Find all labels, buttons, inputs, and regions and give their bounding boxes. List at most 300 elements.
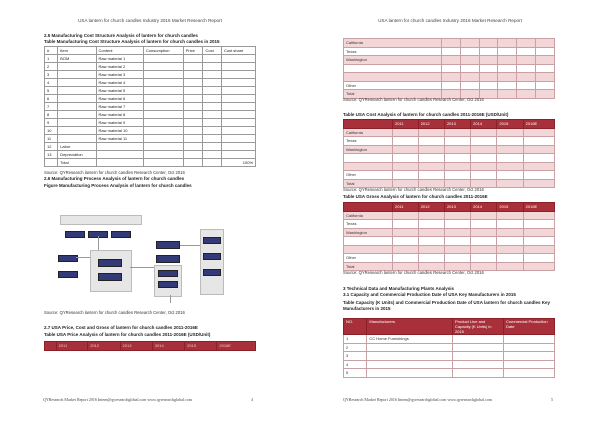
year-header: 2014 — [471, 120, 497, 129]
cost-share-cell — [221, 95, 255, 103]
table-row — [45, 119, 256, 127]
column-header: Consumption — [143, 47, 183, 55]
year-header-row — [344, 120, 555, 129]
page-footer — [343, 397, 553, 402]
year-header: 2016E — [523, 120, 554, 129]
year-header: 2011 — [393, 203, 419, 212]
process-top-bar — [60, 215, 142, 225]
content-cell — [96, 159, 143, 167]
region-cell: Texas — [344, 47, 442, 56]
price-cell — [183, 87, 203, 95]
value-cell — [517, 90, 536, 99]
price-cell — [183, 103, 203, 111]
value-cell — [393, 145, 419, 154]
value-cell — [393, 228, 419, 237]
capacity-table — [343, 318, 555, 378]
cost-share-cell — [221, 63, 255, 71]
value-cell — [460, 73, 479, 82]
row-number: 3 — [344, 352, 367, 361]
value-cell — [418, 211, 444, 220]
region-cell: Washington — [344, 56, 442, 65]
value-cell — [418, 245, 444, 254]
process-connector — [130, 267, 156, 268]
production-date-cell — [504, 343, 555, 352]
value-cell — [498, 47, 517, 56]
region-cell: Other — [344, 171, 393, 180]
gross-analysis-table-title: Table USA Gross Analysis of lantern for church candles 2011-2016E — [343, 194, 488, 199]
year-header: 2016E — [523, 203, 554, 212]
value-cell — [471, 137, 497, 146]
price-table-title: Table USA Price Analysis of lantern for church candles 2011-2016E (USD/Unit) — [44, 332, 211, 337]
value-cell — [517, 64, 536, 73]
value-cell — [497, 220, 523, 229]
process-step — [158, 270, 178, 277]
value-cell — [393, 254, 419, 263]
value-cell — [523, 154, 554, 163]
process-step — [203, 237, 221, 244]
region-cell — [344, 162, 393, 171]
row-number: 12 — [45, 143, 58, 151]
table-row — [344, 171, 555, 180]
value-cell — [444, 237, 470, 246]
value-cell — [479, 64, 498, 73]
value-cell — [497, 145, 523, 154]
value-cell — [418, 162, 444, 171]
price-cell — [183, 71, 203, 79]
value-cell — [498, 64, 517, 73]
column-header: Content — [96, 47, 143, 55]
value-cell — [497, 211, 523, 220]
value-cell — [497, 137, 523, 146]
value-cell — [444, 220, 470, 229]
value-cell — [393, 162, 419, 171]
value-cell — [523, 128, 554, 137]
value-cell — [517, 39, 536, 48]
value-cell — [444, 245, 470, 254]
value-cell — [460, 39, 479, 48]
table-row — [344, 81, 555, 90]
item-cell — [58, 87, 96, 95]
value-cell — [479, 56, 498, 65]
consumption-cell — [143, 159, 183, 167]
year-header: 2012 — [88, 342, 120, 351]
column-header: Cost — [203, 47, 221, 55]
consumption-cell — [143, 103, 183, 111]
value-cell — [441, 81, 460, 90]
process-figure-title: Figure Manufacturing Process Analysis of lantern for church candles — [44, 183, 192, 188]
row-number: 10 — [45, 127, 58, 135]
content-cell — [96, 143, 143, 151]
value-cell — [498, 81, 517, 90]
value-cell — [393, 211, 419, 220]
cost-cell — [203, 79, 221, 87]
table-row — [45, 143, 256, 151]
content-cell: Raw material 6 — [96, 95, 143, 103]
region-cell — [344, 154, 393, 163]
gross-analysis-table — [343, 202, 555, 271]
column-header: Price — [183, 47, 203, 55]
value-cell — [517, 81, 536, 90]
region-header-cell — [344, 203, 393, 212]
price-cell — [183, 79, 203, 87]
cost-share-cell — [221, 55, 255, 63]
item-cell — [58, 95, 96, 103]
cost-cell — [203, 87, 221, 95]
content-cell: Raw material 11 — [96, 135, 143, 143]
value-cell — [523, 137, 554, 146]
table-row — [344, 137, 555, 146]
price-cell — [183, 63, 203, 71]
value-cell — [418, 145, 444, 154]
footer-text: QYResearch Market Report 2016 Intern@qyresearchglobal.com www.qyresearchglobal.com — [43, 397, 192, 402]
value-cell — [497, 128, 523, 137]
consumption-cell — [143, 63, 183, 71]
year-header: 2012 — [418, 203, 444, 212]
region-cell: Texas — [344, 137, 393, 146]
table-row — [45, 95, 256, 103]
row-number: 9 — [45, 119, 58, 127]
table-row — [344, 154, 555, 163]
manufacturer-cell — [367, 352, 453, 361]
price-cell — [183, 159, 203, 167]
value-cell — [479, 39, 498, 48]
table-row — [45, 87, 256, 95]
value-cell — [536, 81, 555, 90]
price-cell — [183, 151, 203, 159]
year-header: 2011 — [393, 120, 419, 129]
cost-cell — [203, 55, 221, 63]
content-cell: Raw material 7 — [96, 103, 143, 111]
value-cell — [393, 245, 419, 254]
value-cell — [523, 171, 554, 180]
value-cell — [536, 73, 555, 82]
cost-cell — [203, 71, 221, 79]
value-cell — [441, 39, 460, 48]
value-cell — [393, 171, 419, 180]
value-cell — [418, 228, 444, 237]
table-row — [344, 343, 555, 352]
process-connector — [98, 236, 99, 250]
consumption-cell — [143, 143, 183, 151]
item-cell — [58, 111, 96, 119]
price-cell — [183, 127, 203, 135]
section-2-5-title: 2.5 Manufacturing Cost Structure Analysis of lantern for church candles — [44, 33, 198, 38]
capacity-cell — [453, 369, 504, 378]
year-header-row — [45, 342, 256, 351]
content-cell: Raw material 5 — [96, 87, 143, 95]
item-cell — [58, 79, 96, 87]
table-row — [344, 47, 555, 56]
content-cell: Raw material 9 — [96, 119, 143, 127]
value-cell — [460, 81, 479, 90]
process-step — [98, 273, 122, 281]
process-step — [156, 241, 180, 249]
cost-share-cell — [221, 111, 255, 119]
value-cell — [471, 128, 497, 137]
production-date-cell — [504, 352, 555, 361]
cost-analysis-table-title: Table USA Cost Analysis of lantern for church candles 2011-2016E (USD/Unit) — [343, 112, 509, 117]
section-2-7-title: 2.7 USA Price, Cost and Gross of lantern for church candles 2011-2016E — [44, 325, 198, 330]
process-step — [65, 231, 85, 238]
process-step — [156, 255, 180, 263]
cost-cell — [203, 135, 221, 143]
value-cell — [444, 171, 470, 180]
manufacturer-cell — [367, 369, 453, 378]
process-center-panel — [90, 250, 132, 292]
table-row — [344, 352, 555, 361]
process-step — [58, 255, 78, 262]
consumption-cell — [143, 87, 183, 95]
value-cell — [523, 237, 554, 246]
consumption-cell — [143, 151, 183, 159]
table-row — [344, 56, 555, 65]
value-cell — [523, 245, 554, 254]
page-header: USA lantern for church candles Industry 2016 Market Research Report — [78, 18, 222, 23]
value-cell — [418, 171, 444, 180]
process-connector — [170, 295, 171, 303]
capacity-table-title: Table Capacity (K Units) and Commercial Production Date of USA lantern for church candles Key Manufacturers in 2015 — [343, 300, 551, 311]
content-cell: Raw material 4 — [96, 79, 143, 87]
row-number: 8 — [45, 111, 58, 119]
content-cell: Raw material 2 — [96, 63, 143, 71]
value-cell — [471, 220, 497, 229]
row-number: 4 — [344, 360, 367, 369]
item-cell — [58, 103, 96, 111]
cost-share-cell — [221, 135, 255, 143]
value-cell — [498, 39, 517, 48]
value-cell — [497, 254, 523, 263]
region-cell: Other — [344, 254, 393, 263]
table-row — [344, 228, 555, 237]
value-cell — [497, 245, 523, 254]
row-number: 6 — [45, 95, 58, 103]
value-cell — [498, 56, 517, 65]
column-header: Cost share — [221, 47, 255, 55]
production-date-cell — [504, 360, 555, 369]
page-footer — [43, 397, 253, 402]
source-note: Source: QYResearch lantern for church candles Research Center, Oct 2016 — [44, 310, 185, 315]
price-table — [44, 341, 256, 351]
region-cell: Washington — [344, 145, 393, 154]
value-cell — [393, 154, 419, 163]
price-cell — [183, 55, 203, 63]
value-cell — [497, 154, 523, 163]
column-header: Item — [58, 47, 96, 55]
value-cell — [523, 162, 554, 171]
cost-cell — [203, 119, 221, 127]
value-cell — [418, 137, 444, 146]
value-cell — [471, 145, 497, 154]
value-cell — [471, 228, 497, 237]
consumption-cell — [143, 55, 183, 63]
table-row — [344, 237, 555, 246]
process-connector — [76, 257, 90, 258]
process-step — [98, 259, 122, 267]
item-cell — [58, 63, 96, 71]
page-header: USA lantern for church candles Industry 2016 Market Research Report — [378, 18, 522, 23]
value-cell — [393, 237, 419, 246]
value-cell — [471, 237, 497, 246]
item-cell — [58, 71, 96, 79]
value-cell — [536, 90, 555, 99]
table-row — [344, 335, 555, 344]
table-row — [344, 369, 555, 378]
region-cell — [344, 237, 393, 246]
cost-share-cell — [221, 119, 255, 127]
cost-share-cell — [221, 71, 255, 79]
price-cell — [183, 135, 203, 143]
value-cell — [523, 220, 554, 229]
region-cell — [344, 245, 393, 254]
value-cell — [497, 171, 523, 180]
value-cell — [497, 262, 523, 271]
cost-share-cell — [221, 79, 255, 87]
production-date-cell — [504, 369, 555, 378]
row-number — [45, 159, 58, 167]
section-3-title: 3 Technical Data and Manufacturing Plants Analysis — [343, 286, 455, 291]
consumption-cell — [143, 79, 183, 87]
value-cell — [393, 137, 419, 146]
process-step — [158, 281, 178, 288]
year-header: 2013 — [444, 203, 470, 212]
value-cell — [523, 228, 554, 237]
cost-share-cell — [221, 143, 255, 151]
value-cell — [498, 73, 517, 82]
value-cell — [517, 56, 536, 65]
manufacturer-cell — [367, 360, 453, 369]
section-2-6-title: 2.6 Manufacturing Process Analysis of lantern for church candles — [44, 176, 185, 181]
value-cell — [471, 171, 497, 180]
region-cell: California — [344, 39, 442, 48]
row-number: 1 — [45, 55, 58, 63]
value-cell — [523, 211, 554, 220]
cost-table-title: Table Manufacturing Cost Structure Analysis of lantern for church candles in 2015 — [44, 39, 220, 44]
content-cell: Raw material 10 — [96, 127, 143, 135]
value-cell — [536, 47, 555, 56]
cost-structure-table — [44, 46, 256, 167]
right-page — [300, 0, 600, 424]
price-cell — [183, 143, 203, 151]
content-cell: Raw material 3 — [96, 71, 143, 79]
row-number: 2 — [45, 63, 58, 71]
value-cell — [471, 162, 497, 171]
value-cell — [441, 56, 460, 65]
year-header: 2011 — [56, 342, 88, 351]
item-cell: BOM — [58, 55, 96, 63]
table-row — [344, 64, 555, 73]
year-header: 2014 — [152, 342, 184, 351]
table-row — [344, 245, 555, 254]
process-step — [111, 231, 131, 238]
manufacturer-cell: CC Home Furnishings — [367, 335, 453, 344]
production-date-cell — [504, 335, 555, 344]
table-row — [45, 151, 256, 159]
year-header: 2012 — [418, 120, 444, 129]
value-cell — [471, 254, 497, 263]
price-cell — [183, 95, 203, 103]
cost-share-cell — [221, 127, 255, 135]
cost-cell — [203, 127, 221, 135]
content-cell: Raw material 8 — [96, 111, 143, 119]
value-cell — [460, 56, 479, 65]
region-cell: Total — [344, 90, 442, 99]
table-row — [344, 128, 555, 137]
table-row — [344, 360, 555, 369]
cost-share-cell — [221, 151, 255, 159]
table-row — [344, 211, 555, 220]
year-header-row — [344, 203, 555, 212]
value-cell — [441, 64, 460, 73]
value-cell — [536, 39, 555, 48]
row-number: 11 — [45, 135, 58, 143]
table-row — [45, 55, 256, 63]
value-cell — [444, 154, 470, 163]
consumption-cell — [143, 119, 183, 127]
capacity-cell — [453, 343, 504, 352]
year-header: 2015 — [185, 342, 217, 351]
value-cell — [479, 73, 498, 82]
value-cell — [460, 64, 479, 73]
value-cell — [471, 211, 497, 220]
page-number: 4 — [251, 397, 253, 402]
value-cell — [444, 228, 470, 237]
process-step — [203, 269, 221, 276]
table-row — [344, 220, 555, 229]
column-header: Commercial Production Date — [504, 319, 555, 335]
table-row — [45, 79, 256, 87]
value-cell — [497, 237, 523, 246]
content-cell — [96, 151, 143, 159]
value-cell — [479, 47, 498, 56]
source-note: Source: QYResearch lantern for church candles Research Center, Oct 2016 — [343, 187, 484, 192]
value-cell — [523, 262, 554, 271]
manufacturing-process-diagram — [50, 215, 250, 305]
table-row — [344, 254, 555, 263]
row-number: 5 — [45, 87, 58, 95]
value-cell — [517, 73, 536, 82]
value-cell — [479, 81, 498, 90]
value-cell — [444, 211, 470, 220]
table-row — [45, 63, 256, 71]
value-cell — [393, 128, 419, 137]
row-number: 7 — [45, 103, 58, 111]
row-number: 4 — [45, 79, 58, 87]
value-cell — [444, 254, 470, 263]
region-header-cell — [344, 120, 393, 129]
source-note: Source: QYResearch lantern for church candles Research Center, Oct 2016 — [343, 97, 484, 102]
table-row — [45, 71, 256, 79]
row-number: 13 — [45, 151, 58, 159]
cost-table-header-row — [45, 47, 256, 55]
price-table-continued — [343, 38, 555, 99]
table-row — [344, 145, 555, 154]
content-cell: Raw material 1 — [96, 55, 143, 63]
table-row — [45, 135, 256, 143]
value-cell — [523, 254, 554, 263]
value-cell — [498, 90, 517, 99]
value-cell — [444, 162, 470, 171]
column-header: NO. — [344, 319, 367, 335]
value-cell — [536, 64, 555, 73]
year-header: 2014 — [471, 203, 497, 212]
row-number: 3 — [45, 71, 58, 79]
year-header: 2013 — [444, 120, 470, 129]
capacity-header-row — [344, 319, 555, 335]
manufacturer-cell — [367, 343, 453, 352]
value-cell — [418, 128, 444, 137]
capacity-cell — [453, 335, 504, 344]
item-cell — [58, 119, 96, 127]
